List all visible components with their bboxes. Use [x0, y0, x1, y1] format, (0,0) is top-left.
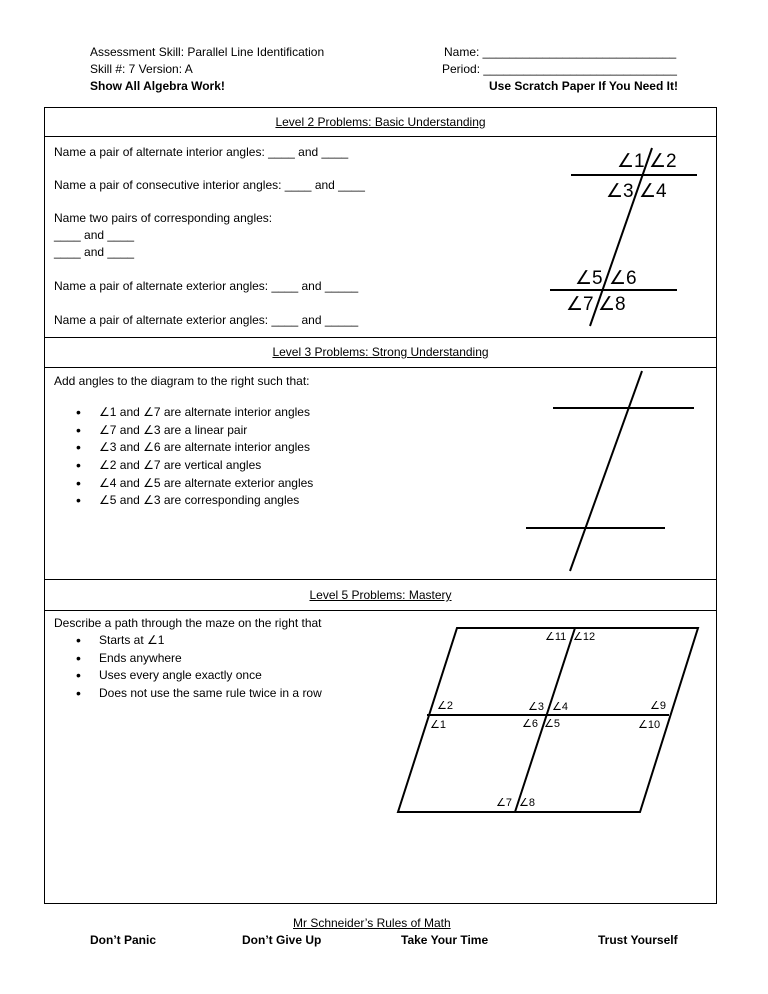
level2-q5: Name a pair of alternate exterior angles: ____ and _____ [54, 313, 359, 327]
name-field[interactable]: Name: _____________________________ [444, 45, 677, 59]
level3-intro: Add angles to the diagram to the right such that: [54, 374, 310, 388]
angle-3-label: ∠3 [606, 181, 634, 202]
maze-angle-4-label: ∠4 [552, 701, 568, 713]
maze-angle-12-label: ∠12 [573, 631, 596, 643]
level2-q1: Name a pair of alternate interior angles: ____ and ____ [54, 145, 349, 159]
rule-dont-give-up: Don’t Give Up [242, 933, 322, 947]
level5-rule: • Starts at ∠1 [76, 632, 322, 650]
angle-6-label: ∠6 [609, 268, 637, 289]
skill-number: Skill #: 7 Version: A [90, 62, 193, 76]
rule-dont-panic: Don’t Panic [90, 933, 157, 947]
angle-4-label: ∠4 [639, 181, 667, 202]
rules-title: Mr Schneider’s Rules of Math [293, 916, 451, 930]
level2-title: Level 2 Problems: Basic Understanding [275, 115, 486, 129]
level5-rule: • Uses every angle exactly once [76, 667, 322, 685]
maze-angle-11-label: ∠11 [545, 631, 567, 643]
level2-q3a: ____ and ____ [54, 228, 135, 242]
rule-take-your-time: Take Your Time [401, 933, 489, 947]
level5-title: Level 5 Problems: Mastery [309, 588, 452, 602]
level2-q3: Name two pairs of corresponding angles: [54, 211, 273, 225]
scratch-paper-note: Use Scratch Paper If You Need It! [489, 79, 678, 93]
maze-angle-3-label: ∠3 [528, 701, 544, 713]
level3-criterion: • ∠3 and ∠6 are alternate interior angles [76, 439, 313, 457]
maze-angle-5-label: ∠5 [544, 718, 560, 730]
angle-2-label: ∠2 [649, 151, 677, 172]
level3-criterion: • ∠2 and ∠7 are vertical angles [76, 457, 313, 475]
skill-title: Assessment Skill: Parallel Line Identification [90, 45, 325, 59]
angle-8-label: ∠8 [598, 294, 626, 315]
level2-q4: Name a pair of alternate exterior angles: ____ and _____ [54, 279, 359, 293]
level3-criterion: • ∠7 and ∠3 are a linear pair [76, 422, 313, 440]
level3-criterion: • ∠1 and ∠7 are alternate interior angles [76, 404, 313, 422]
angle-5-label: ∠5 [575, 268, 603, 289]
level5-rule: • Ends anywhere [76, 650, 322, 668]
level3-criterion: • ∠5 and ∠3 are corresponding angles [76, 492, 313, 510]
level3-criterion: • ∠4 and ∠5 are alternate exterior angles [76, 475, 313, 493]
period-field[interactable]: Period: _____________________________ [442, 62, 677, 76]
maze-angle-8-label: ∠8 [519, 797, 535, 809]
level3-title: Level 3 Problems: Strong Understanding [272, 345, 489, 359]
maze-angle-7-label: ∠7 [496, 797, 512, 809]
maze-angle-2-label: ∠2 [437, 700, 453, 712]
maze-angle-6-label: ∠6 [522, 718, 538, 730]
level5-rule: • Does not use the same rule twice in a row [76, 685, 322, 703]
level2-q3b: ____ and ____ [54, 245, 135, 259]
angle-1-label: ∠1 [617, 151, 645, 172]
show-work-note: Show All Algebra Work! [90, 79, 225, 93]
level5-intro: Describe a path through the maze on the right that [54, 616, 322, 630]
maze-angle-10-label: ∠10 [638, 719, 661, 731]
maze-angle-1-label: ∠1 [430, 719, 446, 731]
angle-7-label: ∠7 [566, 294, 594, 315]
rule-trust-yourself: Trust Yourself [598, 933, 678, 947]
level2-q2: Name a pair of consecutive interior angles: ____ and ____ [54, 178, 365, 192]
maze-angle-9-label: ∠9 [650, 700, 666, 712]
